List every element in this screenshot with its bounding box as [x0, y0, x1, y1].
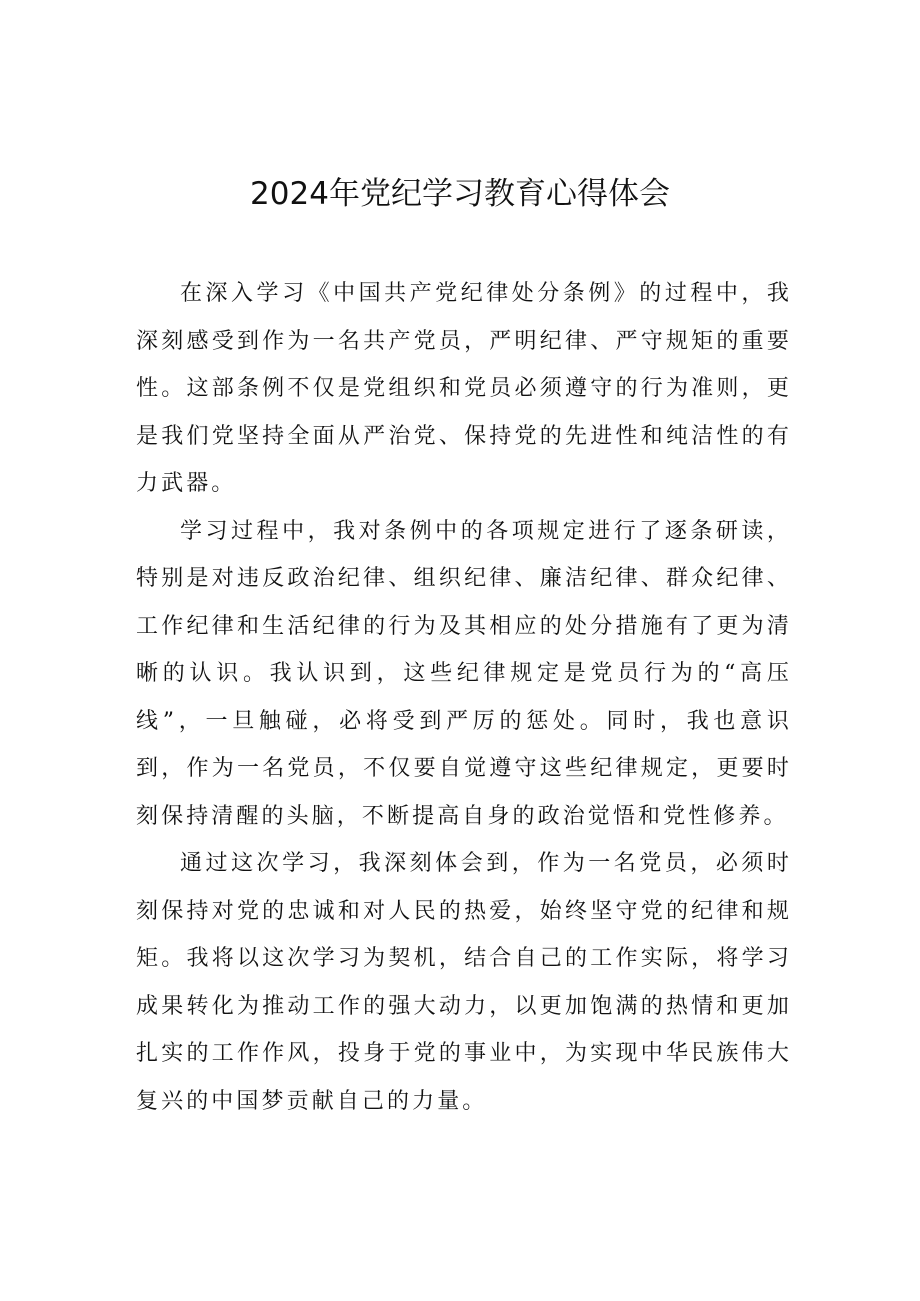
paragraph-3: 通过这次学习，我深刻体会到，作为一名党员，必须时刻保持对党的忠诚和对人民的热爱，始终坚守党的纪律和规矩。我将以这次学习为契机，结合自己的工作实际，将学习成果转化为推动工作的强大动力，以更加饱满的热情和更加扎实的工作作风，投身于党的事业中，为实现中华民族伟大复兴的中国梦贡献自己的力量。 [136, 851, 792, 1114]
document-body [136, 270, 792, 1125]
paragraph-1: 在深入学习《中国共产党纪律处分条例》的过程中，我深刻感受到作为一名共产党员，严明纪律、严守规矩的重要性。这部条例不仅是党组织和党员必须遵守的行为准则，更是我们党坚持全面从严治党、保持党的先进性和纯洁性的有力武器。 [136, 281, 792, 496]
paragraph-2: 学习过程中，我对条例中的各项规定进行了逐条研读，特别是对违反政治纪律、组织纪律、廉洁纪律、群众纪律、工作纪律和生活纪律的行为及其相应的处分措施有了更为清晰的认识。我认识到，这些纪律规定是党员行为的“高压线”，一旦触碰，必将受到严厉的惩处。同时，我也意识到，作为一名党员，不仅要自觉遵守这些纪律规定，更要时刻保持清醒的头脑，不断提高自身的政治觉悟和党性修养。 [136, 518, 792, 829]
document-title: 2024年党纪学习教育心得体会 [250, 176, 670, 212]
